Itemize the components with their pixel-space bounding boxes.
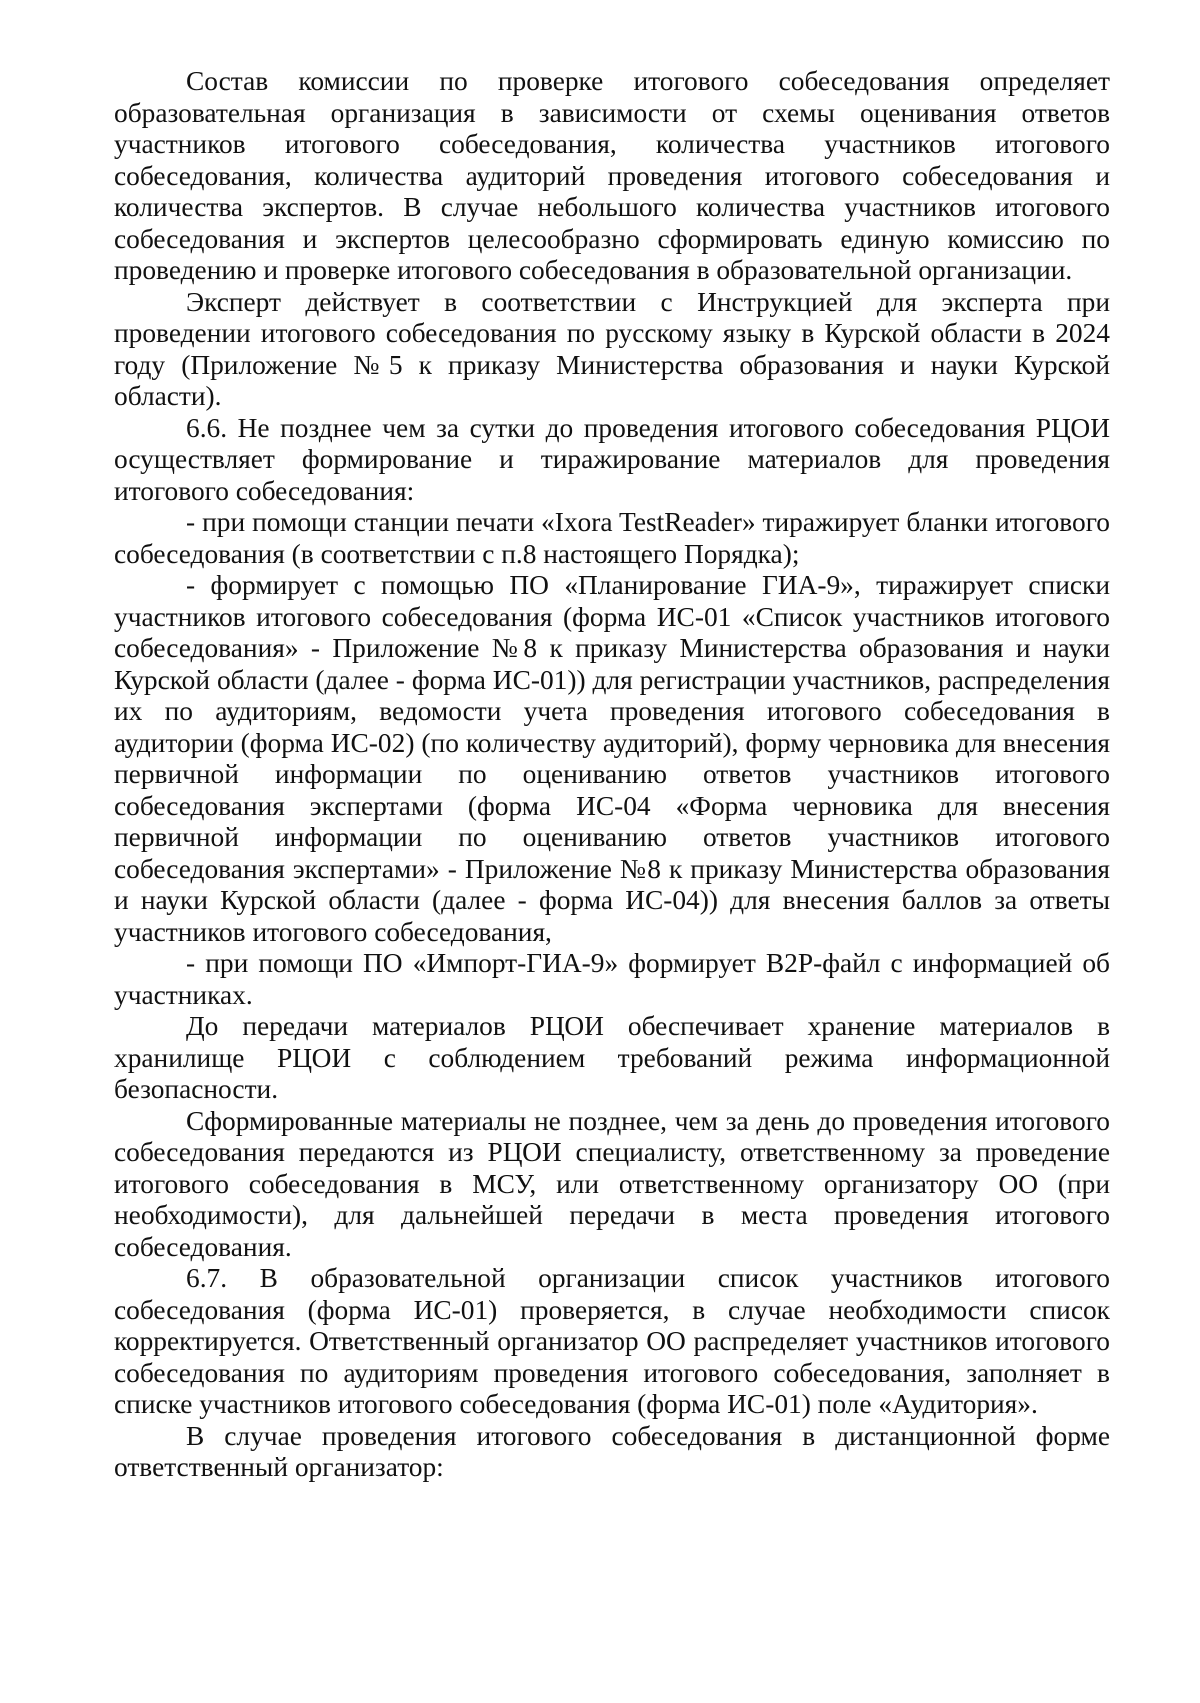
paragraph-section-6-6: 6.6. Не позднее чем за сутки до проведения итогового собеседования РЦОИ осуществляет формирование и тиражирование материалов для проведения итогового собеседования:: [114, 412, 1110, 506]
paragraph-material-transfer: Сформированные материалы не позднее, чем за день до проведения итогового собеседования передаются из РЦОИ специалисту, ответственному за проведение итогового собеседования в МСУ, или ответственному организатору ОО (при необходимости), для дальнейшей передачи в места проведения итогового собеседования.: [114, 1105, 1110, 1262]
list-item-import-software: - при помощи ПО «Импорт-ГИА-9» формирует B2P-файл с информацией об участниках.: [114, 948, 1110, 1010]
paragraph-expert-instruction: Эксперт действует в соответствии с Инструкцией для эксперта при проведении итогового собеседования по русскому языку в Курской области в 2024 году (Приложение №5 к приказу Министерства образования и науки Курской области).: [114, 286, 1110, 411]
paragraph-section-6-7: 6.7. В образовательной организации список участников итогового собеседования (форма ИС-01) проверяется, в случае необходимости список корректируется. Ответственный организатор ОО распределяет участников итогового собеседования по аудиториям проведения итогового собеседования, заполняет в списке участников итогового собеседования (форма ИС-01) поле «Аудитория».: [114, 1263, 1110, 1419]
paragraph-remote-form: В случае проведения итогового собеседования в дистанционной форме ответственный организатор:: [114, 1420, 1110, 1482]
document-body: [114, 66, 1110, 1484]
paragraph-commission-composition: Состав комиссии по проверке итогового собеседования определяет образовательная организация в зависимости от схемы оценивания ответов участников итогового собеседования, количества участников итогового собеседования, количества аудиторий проведения итогового собеседования и количества экспертов. В случае небольшого количества участников итогового собеседования и экспертов целесообразно сформировать единую комиссию по проведению и проверке итогового собеседования в образовательной организации.: [114, 66, 1110, 285]
list-item-planning-software: - формирует с помощью ПО «Планирование ГИА-9», тиражирует списки участников итогового собеседования (форма ИС-01 «Список участников итогового собеседования» - Приложение №8 к приказу Министерства образования и науки Курской области (далее - форма ИС-01)) для регистрации участников, распределения их по аудиториям, ведомости учета проведения итогового собеседования в аудитории (форма ИС-02) (по количеству аудиторий), форму черновика для внесения первичной информации по оцениванию ответов участников итогового собеседования экспертами (форма ИС-04 «Форма черновика для внесения первичной информации по оцениванию ответов участников итогового собеседования экспертами» - Приложение №8 к приказу Министерства образования и науки Курской области (далее - форма ИС-04)) для внесения баллов за ответы участников итогового собеседования,: [114, 570, 1110, 947]
list-item-print-station: - при помощи станции печати «Ixora TestReader» тиражирует бланки итогового собеседования (в соответствии с п.8 настоящего Порядка);: [114, 507, 1110, 569]
paragraph-material-storage: До передачи материалов РЦОИ обеспечивает хранение материалов в хранилище РЦОИ с соблюдением требований режима информационной безопасности.: [114, 1011, 1110, 1104]
